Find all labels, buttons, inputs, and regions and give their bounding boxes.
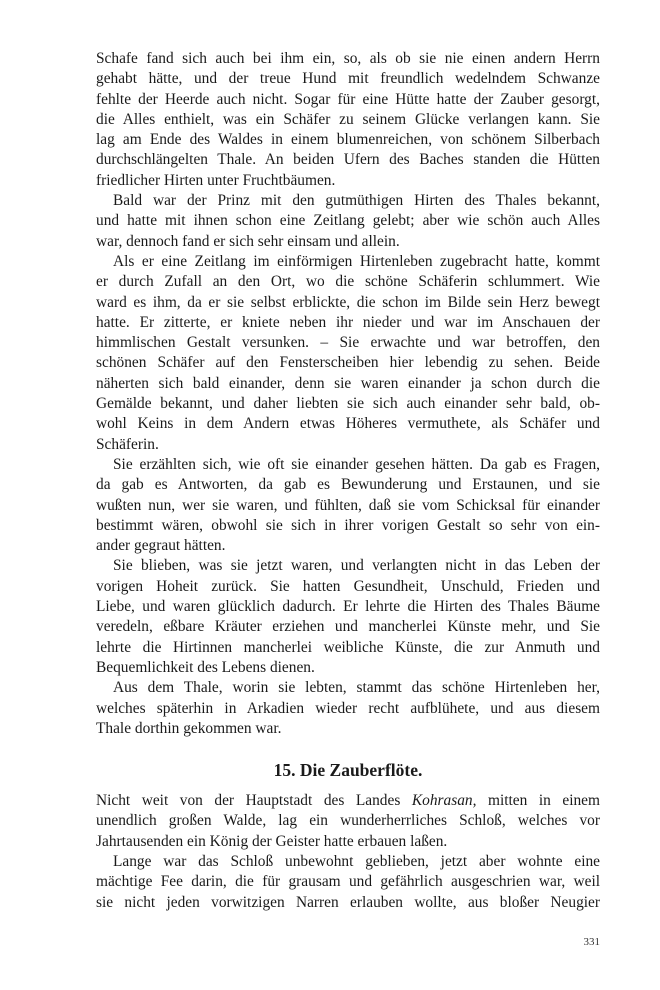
text-line: Gemälde bekannt, und daher liebten sie sich auch einander sehr bald, ob- — [96, 395, 600, 413]
text-run: Nicht weit von der Hauptstadt des Landes — [96, 792, 412, 810]
text-line: gehabt hätte, und der treue Hund mit freundlich wedelndem Schwanze — [96, 70, 600, 88]
text-line: ward es ihm, da er sie selbst erblickte, die schon im Bilde sein Herz bewegt — [96, 293, 600, 311]
text-line: sie nicht jeden vorwitzigen Narren erlauben wollte, aus bloßer Neugier — [96, 893, 600, 911]
text-line: da gab es Antworten, da gab es Bewunderung und Erstaunen, und sie — [96, 476, 600, 494]
text-line: wußten nun, wer sie waren, und fühlten, daß sie vom Schicksal für einander — [96, 496, 600, 514]
page-number: 331 — [583, 936, 600, 948]
text-line: Schafe fand sich auch bei ihm ein, so, als ob sie nie einen andern Herrn — [96, 50, 600, 67]
text-line: Bequemlichkeit des Lebens dienen. — [96, 658, 315, 676]
text-line: Sie blieben, was sie jetzt waren, und verlangten nicht in das Leben der — [113, 557, 600, 575]
text-line: lehrte die Hirtinnen mancherlei weibliche Künste, die zur Anmuth und — [96, 638, 600, 656]
text-run: mitten in einem — [476, 792, 600, 810]
text-line: die Alles enthielt, was ein Schäfer zu seinem Glücke verlangen kann. Sie — [96, 110, 600, 128]
paragraph — [96, 191, 600, 252]
text-line — [96, 791, 600, 811]
paragraph — [96, 252, 600, 455]
text-line: Sie erzählten sich, wie oft sie einander gesehen hätten. Da gab es Fragen, — [113, 455, 600, 473]
place-name: Kohrasan, — [411, 792, 477, 810]
text-line: welches späterhin in Arkadien wieder recht aufblühete, und aus diesem — [96, 699, 600, 717]
text-line: Lange war das Schloß unbewohnt geblieben, jetzt aber wohnte eine — [113, 852, 600, 870]
text-line: vorigen Hoheit zurück. Sie hatten Gesundheit, Unschuld, Frieden und — [96, 577, 600, 595]
paragraph — [96, 852, 600, 913]
text-line: Thale dorthin gekommen war. — [96, 719, 282, 737]
paragraph — [96, 455, 600, 556]
text-line: lag am Ende des Waldes in einem blumenreichen, von schönem Silberbach — [96, 131, 600, 149]
paragraph — [96, 791, 600, 852]
paragraph — [96, 556, 600, 678]
text-line: wohl Keins in dem Andern etwas Höheres vermuthete, als Schäfer und — [96, 415, 600, 433]
text-line: Schäferin. — [96, 435, 159, 453]
text-line: Liebe, und waren glücklich dadurch. Er lehrte die Hirten des Thales Bäume — [96, 598, 600, 616]
text-line: Jahrtausenden ein König der Geister hatte erbauen laßen. — [96, 832, 448, 850]
text-line: unendlich großen Walde, lag ein wunderherrliches Schloß, welches vor — [96, 812, 600, 830]
text-line: friedlicher Hirten unter Fruchtbäumen. — [96, 171, 336, 189]
text-line: Bald war der Prinz mit den gutmüthigen Hirten des Thales bekannt, — [113, 192, 600, 210]
text-line: fehlte der Heerde auch nicht. Sogar für eine Hütte hatte der Zauber gesorgt, — [96, 90, 600, 108]
text-line: veredeln, eßbare Kräuter erziehen und mancherlei Künste mehr, und Sie — [96, 618, 600, 636]
paragraph — [96, 49, 600, 191]
text-line: Aus dem Thale, worin sie lebten, stammt das schöne Hirtenleben her, — [113, 679, 600, 697]
text-line: himmlischen Gestalt versunken. – Sie erwachte und war betroffen, den — [96, 334, 600, 352]
text-line: schönen Schäfer auf den Fensterscheiben hier lebendig zu sehen. Beide — [96, 354, 600, 372]
text-line: und hatte mit ihnen schon eine Zeitlang gelebt; aber wie schön auch Alles — [96, 212, 600, 230]
text-line: hatte. Er zitterte, er kniete neben ihr nieder und war im Anschauen der — [96, 313, 600, 331]
text-line: ander gegraut hätten. — [96, 537, 226, 555]
text-line: Als er eine Zeitlang im einförmigen Hirtenleben zugebracht hatte, kommt — [113, 252, 600, 270]
text-line: war, dennoch fand er sich sehr einsam und allein. — [96, 232, 400, 250]
chapter-heading: 15. Die Zauberflöte. — [273, 760, 423, 781]
text-line: er durch Zufall an den Ort, wo die schöne Schäferin schlummert. Wie — [96, 273, 600, 291]
text-line: näherten sich bald einander, denn sie waren einander ja schon durch die — [96, 374, 600, 392]
paragraph — [96, 678, 600, 739]
page-body — [96, 49, 600, 913]
text-line: bestimmt wären, obwohl sie sich in ihrer vorigen Gestalt so sehr von ein- — [96, 516, 600, 534]
text-line: durchschlängelten Thale. An beiden Ufern des Baches standen die Hütten — [96, 151, 600, 169]
text-line: mächtige Fee darin, die für grausam und gefährlich ausgeschrien war, weil — [96, 873, 600, 891]
